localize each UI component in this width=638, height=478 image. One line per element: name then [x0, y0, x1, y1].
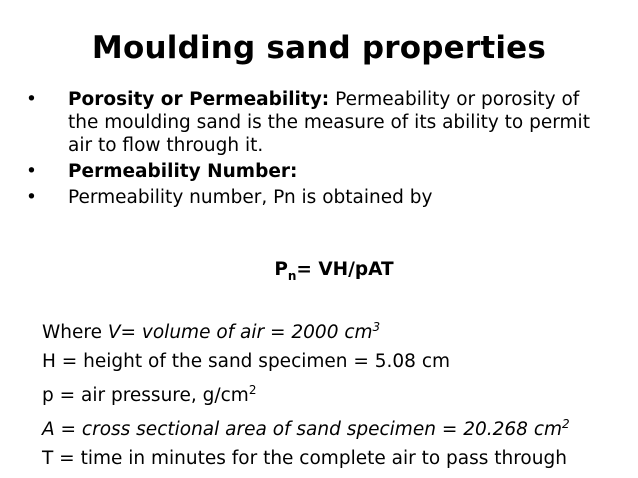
bullet-marker: • — [26, 161, 37, 182]
definition-a-superscript: 2 — [562, 417, 570, 431]
formula-p: P — [274, 259, 288, 280]
formula-subscript: n — [287, 269, 297, 283]
bullet-marker: • — [26, 89, 37, 110]
formula-expression — [274, 258, 393, 288]
definition-t — [42, 444, 638, 473]
definition-p-text: p = air pressure, g/cm — [42, 385, 249, 406]
bullet-permeability-number — [26, 160, 638, 183]
slide-title: Moulding sand properties — [91, 30, 547, 66]
definition-v — [42, 313, 638, 347]
bullet-porosity-text-2: the moulding sand is the measure of its ability to permit — [68, 112, 590, 133]
definition-t-text: T = time in minutes for the complete air to pass through — [42, 448, 567, 469]
variable-definitions — [42, 313, 638, 473]
definition-a-text: A = cross sectional area of sand specimen = 20.268 cm — [42, 419, 563, 440]
bullet-permeability-number-heading: Permeability Number: — [68, 161, 298, 182]
bullet-list — [26, 88, 638, 212]
bullet-porosity-text-3: air to flow through it. — [68, 135, 264, 156]
bullet-porosity-heading: Porosity or Permeability: — [68, 89, 330, 110]
bullet-permeability-formula-intro — [26, 186, 638, 209]
bullet-marker: • — [26, 187, 37, 208]
definition-v-superscript: 3 — [372, 320, 381, 334]
definition-v-prefix: Where — [42, 322, 108, 343]
definition-h-text: H = height of the sand specimen = 5.08 cm — [42, 351, 451, 372]
bullet-permeability-formula-intro-text: Permeability number, Pn is obtained by — [68, 187, 433, 208]
permeability-formula — [0, 258, 638, 288]
definition-a — [42, 410, 638, 444]
definition-p — [42, 376, 638, 410]
formula-rest: = VH/pAT — [296, 259, 394, 280]
bullet-porosity-text-1: Permeability or porosity of — [329, 89, 580, 110]
definition-p-superscript: 2 — [248, 383, 257, 397]
definition-h — [42, 347, 638, 376]
bullet-porosity — [26, 88, 638, 157]
definition-v-text: V= volume of air = 2000 cm — [107, 322, 373, 343]
